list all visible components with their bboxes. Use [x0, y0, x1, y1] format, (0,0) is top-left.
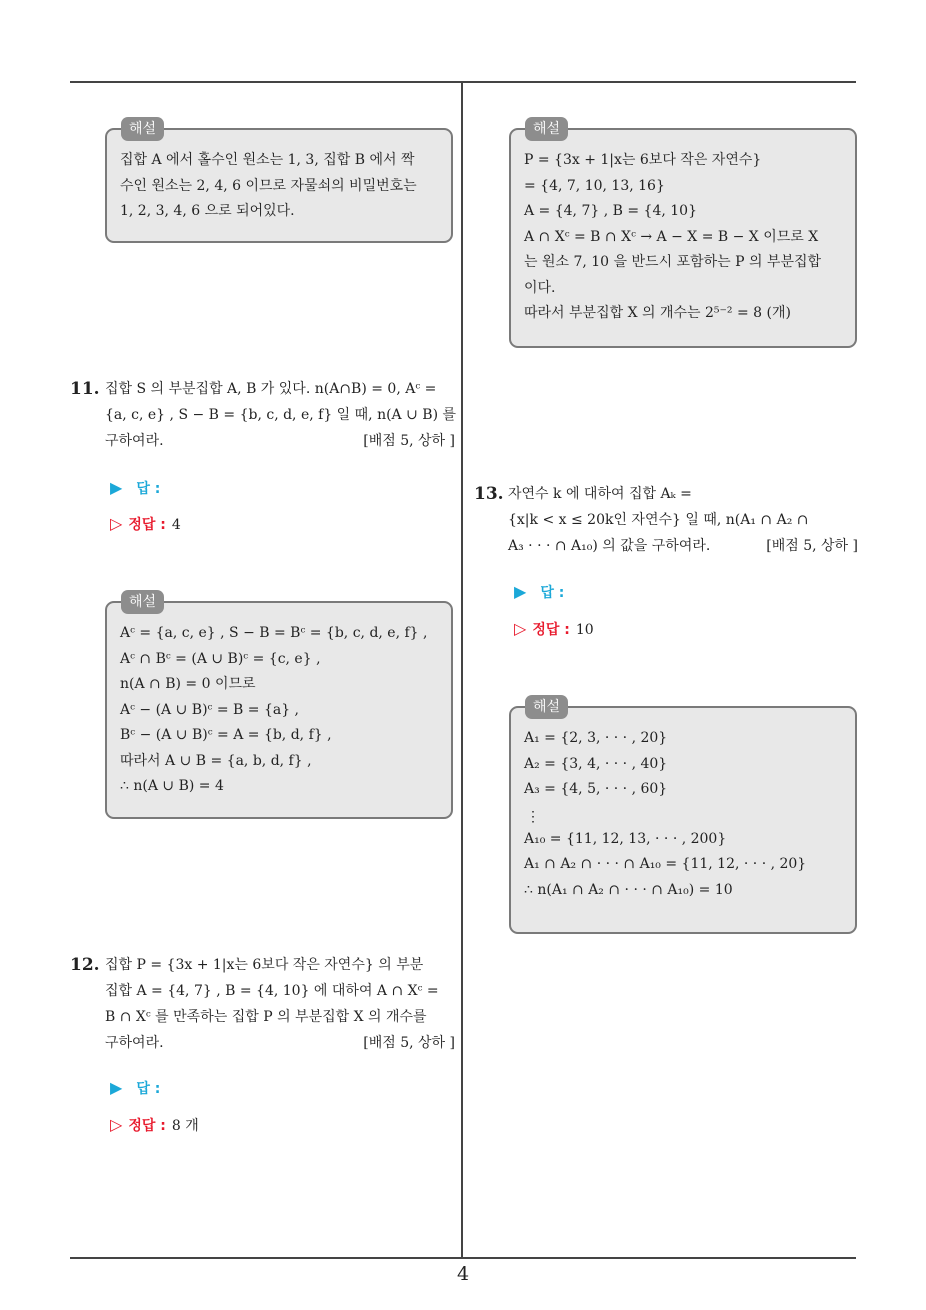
- solution-line: 는 원소 7, 10 을 반드시 포함하는 P 의 부분집합: [524, 254, 822, 270]
- score-label: [배점 5, 상하 ]: [363, 1035, 455, 1051]
- solution-tag: 해설: [525, 695, 568, 719]
- bottom-rule: [70, 1257, 856, 1259]
- solution-tag: 해설: [525, 117, 568, 141]
- problem-line: B ∩ Xᶜ 를 만족하는 집합 P 의 부분집합 X 의 개수를: [105, 1009, 427, 1025]
- solution-tag: 해설: [121, 117, 164, 141]
- solution-line: P = {3x + 1|x는 6보다 작은 자연수}: [524, 152, 762, 168]
- solution-line: 집합 A 에서 홀수인 원소는 1, 3, 집합 B 에서 짝: [120, 152, 415, 168]
- answer-input-12[interactable]: [110, 1078, 160, 1098]
- solution-box-12: [509, 121, 857, 348]
- solution-box-13: [509, 699, 857, 934]
- correct-answer-13: [514, 619, 594, 639]
- problem-line: {x|k < x ≤ 20k인 자연수} 일 때, n(A₁ ∩ A₂ ∩: [508, 512, 809, 528]
- solution-line: A₁ = {2, 3, · · · , 20}: [524, 730, 668, 746]
- answer-input-13[interactable]: [514, 582, 564, 602]
- answer-label: 답 :: [136, 481, 161, 497]
- score-label: [배점 5, 상하 ]: [363, 433, 455, 449]
- solution-line: 수인 원소는 2, 4, 6 이므로 자물쇠의 비밀번호는: [120, 177, 417, 194]
- correct-answer-11: [110, 514, 181, 534]
- top-rule: [70, 81, 856, 83]
- solution-line: Aᶜ − (A ∪ B)ᶜ = B = {a} ,: [120, 701, 299, 718]
- correct-value: 8 개: [171, 1118, 199, 1134]
- solution-box-11: [105, 594, 453, 819]
- problem-line: 구하여라.: [105, 433, 164, 449]
- correct-answer-12: [110, 1115, 199, 1135]
- correct-value: 10: [575, 622, 594, 638]
- triangle-filled-icon: ▶: [110, 1078, 123, 1097]
- problem-number: 12.: [70, 955, 100, 975]
- answer-label: 답 :: [136, 1081, 161, 1097]
- solution-line: n(A ∩ B) = 0 이므로: [120, 676, 256, 692]
- problem-11: [70, 376, 456, 456]
- problem-line: {a, c, e} , S − B = {b, c, d, e, f} 일 때, n(A ∪ B) 를: [105, 407, 457, 423]
- correct-label: 정답 :: [532, 622, 570, 638]
- solution-line: 이다.: [524, 279, 556, 296]
- solution-line: = {4, 7, 10, 13, 16}: [524, 177, 665, 194]
- triangle-filled-icon: ▶: [514, 582, 527, 601]
- solution-line: A = {4, 7} , B = {4, 10}: [524, 203, 697, 219]
- solution-line: A₁ ∩ A₂ ∩ · · · ∩ A₁₀ = {11, 12, · · · , 20}: [524, 856, 807, 872]
- problem-line: 자연수 k 에 대하여 집합 Aₖ =: [508, 486, 692, 502]
- problem-13: [474, 481, 860, 561]
- problem-number: 13.: [474, 484, 504, 504]
- solution-line: A₃ = {4, 5, · · · , 60}: [524, 781, 668, 797]
- solution-line: ∴ n(A₁ ∩ A₂ ∩ · · · ∩ A₁₀) = 10: [524, 881, 733, 898]
- problem-number: 11.: [70, 379, 100, 399]
- problem-line: A₃ · · · ∩ A₁₀) 의 값을 구하여라.: [508, 538, 711, 554]
- problem-12: [70, 952, 456, 1058]
- solution-tag: 해설: [121, 590, 164, 614]
- triangle-open-icon: ▷: [110, 1115, 123, 1134]
- solution-line: ∴ n(A ∪ B) = 4: [120, 778, 224, 794]
- solution-line: A₁₀ = {11, 12, 13, · · · , 200}: [524, 830, 727, 847]
- correct-label: 정답 :: [128, 1118, 166, 1134]
- answer-label: 답 :: [540, 585, 565, 601]
- problem-line: 집합 P = {3x + 1|x는 6보다 작은 자연수} 의 부분: [105, 957, 424, 973]
- problem-line: 구하여라.: [105, 1035, 164, 1051]
- page-number: 4: [456, 1263, 470, 1285]
- triangle-filled-icon: ▶: [110, 478, 123, 497]
- column-divider: [461, 82, 463, 1258]
- solution-line: Bᶜ − (A ∪ B)ᶜ = A = {b, d, f} ,: [120, 727, 332, 743]
- problem-line: 집합 S 의 부분집합 A, B 가 있다. n(A∩B) = 0, Aᶜ =: [105, 381, 437, 397]
- answer-input-11[interactable]: [110, 478, 160, 498]
- solution-line: 따라서 부분집합 X 의 개수는 2⁵⁻² = 8 (개): [524, 305, 791, 321]
- correct-label: 정답 :: [128, 517, 166, 533]
- triangle-open-icon: ▷: [110, 514, 123, 533]
- vertical-ellipsis: ⋮: [526, 808, 540, 825]
- solution-line: Aᶜ ∩ Bᶜ = (A ∪ B)ᶜ = {c, e} ,: [120, 650, 321, 667]
- solution-box-10: [105, 121, 453, 243]
- solution-line: Aᶜ = {a, c, e} , S − B = Bᶜ = {b, c, d, e, f} ,: [120, 625, 428, 641]
- score-label: [배점 5, 상하 ]: [766, 538, 858, 554]
- correct-value: 4: [171, 517, 181, 533]
- solution-line: A₂ = {3, 4, · · · , 40}: [524, 755, 668, 772]
- problem-line: 집합 A = {4, 7} , B = {4, 10} 에 대하여 A ∩ Xᶜ =: [105, 983, 439, 999]
- triangle-open-icon: ▷: [514, 619, 527, 638]
- solution-line: 1, 2, 3, 4, 6 으로 되어있다.: [120, 203, 295, 219]
- solution-line: 따라서 A ∪ B = {a, b, d, f} ,: [120, 752, 312, 769]
- solution-line: A ∩ Xᶜ = B ∩ Xᶜ → A − X = B − X 이므로 X: [524, 228, 819, 245]
